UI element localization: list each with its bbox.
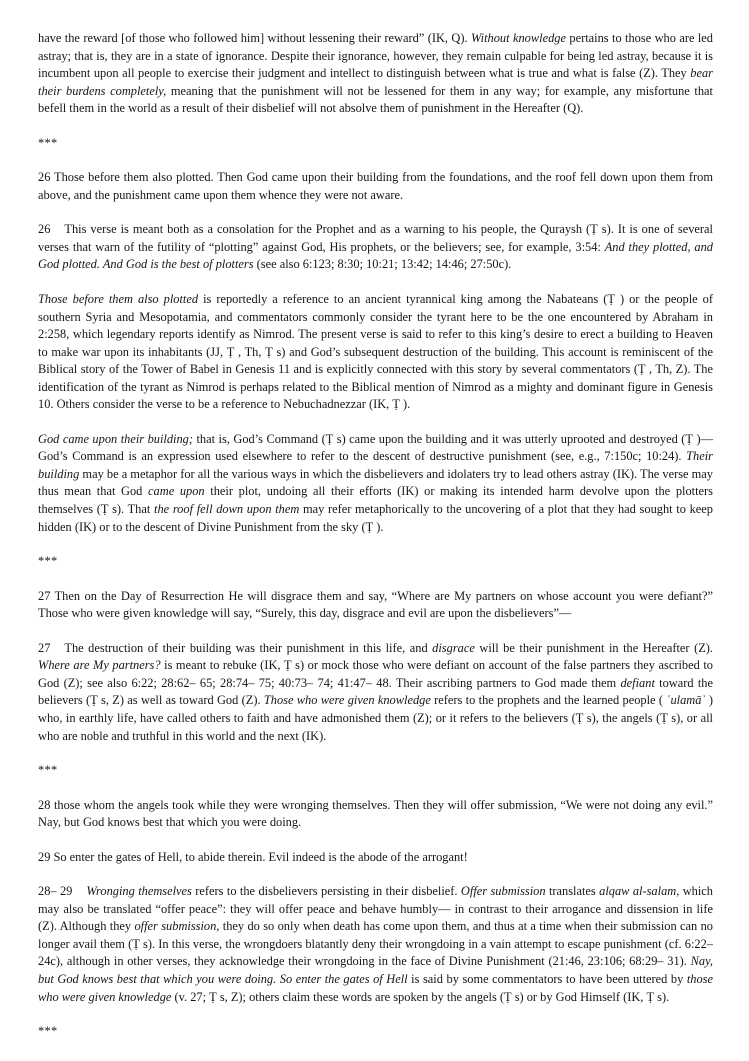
paragraph-gap	[38, 204, 713, 221]
commentary-verse-27	[38, 640, 713, 745]
body-text-run: which may also be translated “offer peace”: they will offer peace and behave humbly— in contrast to their arrogance and dissension in life (Z). Although they	[38, 884, 713, 934]
quran-quotation-italic: Offer submission	[460, 884, 546, 899]
commentary-verses-28-29	[38, 883, 713, 1006]
quran-quotation-italic: God came upon their building;	[38, 431, 194, 446]
quran-quotation-italic: those who were given knowledge	[38, 971, 713, 1004]
section-separator-1: ***	[38, 135, 58, 150]
commentary-verse-26-nimrod	[38, 291, 713, 414]
verse-28-text	[38, 797, 713, 832]
body-text-run: 29 So enter the gates of Hell, to abide therein. Evil indeed is the abode of the arrogant!	[38, 849, 468, 864]
verse-27-text	[38, 588, 713, 623]
body-text-run: refers to the disbelievers persisting in their disbelief.	[191, 884, 461, 899]
body-text-run: The destruction of their building was their punishment in this life, and	[64, 640, 433, 655]
body-text-run: 27 Then on the Day of Resurrection He will disgrace them and say, “Where are My partners on whose account you were defiant?” Those who were given knowledge will say, “Surely, this day, disgrace and evil are upon the disbelievers”—	[38, 588, 713, 621]
quran-quotation-italic: the roof fell down upon them	[154, 502, 300, 517]
verse-29-text	[38, 849, 713, 867]
quran-quotation-italic: alqaw al-salam,	[599, 884, 680, 899]
paragraph-gap	[38, 623, 713, 640]
body-text-run: their plot, undoing all their efforts (IK) or making its intended harm devolve upon the plotters themselves (Ṭ s). That	[38, 484, 714, 517]
section-separator-4: ***	[38, 1024, 58, 1039]
paragraph-gap	[38, 536, 713, 553]
body-text-run: that is, God’s Command (Ṭ s) came upon the building and it was utterly uprooted and destroyed (Ṭ )— God’s Command is an expression used elsewhere to refer to the descent of destructive punishment (see, e.g., 7:150c; 10:24).	[38, 431, 713, 464]
quran-quotation-italic: Where are My partners?	[38, 658, 161, 673]
body-text-run: 28 those whom the angels took while they were wronging themselves. Then they will offer submission, “We were not doing any evil.” Nay, but God knows best that which you were doing.	[38, 797, 713, 830]
commentary-verse-26-building	[38, 431, 713, 536]
section-separator-3: ***	[38, 763, 58, 778]
document-page	[38, 30, 713, 1041]
commentary-verse-marker: 28– 29	[38, 884, 73, 899]
commentary-verse-26-intro	[38, 221, 713, 274]
paragraph-gap	[38, 832, 713, 849]
quran-quotation-italic: disgrace	[432, 640, 475, 655]
quran-quotation-italic: defiant	[620, 675, 655, 690]
quran-quotation-italic: Nay, but God knows best that which you were doing. So enter the gates of Hell	[38, 954, 713, 986]
quran-quotation-italic: bear their burdens completely,	[38, 66, 713, 98]
quran-quotation-italic: offer submission,	[134, 919, 220, 934]
paragraph-gap	[38, 1006, 713, 1023]
body-text-run: translates	[545, 884, 600, 899]
body-text-run: is reportedly a reference to an ancient tyrannical king among the Nabateans (Ṭ ) or the people of southern Syria and Mesopotamia, and commentators commonly consider the tyrant here to be the one encountered by Abraham in 2:258, which legendary reports identify as Nimrod. The present verse is said to refer to this king’s desire to erect a building to Heaven to make war upon its inhabitants (JJ, Ṭ , Th, Ṭ s) and God’s subsequent destruction of the building. This account is reminiscent of the Biblical story of the Tower of Babel in Genesis 11 and is explicitly connected with this story by several commentators (Ṭ , Th, Z). The identification of the tyrant as Nimrod is perhaps related to the Biblical mention of Nimrod as a mighty and dominant figure in Genesis 10. Others consider the verse to be a reference to Nebuchadnezzar (IK, Ṭ ).	[38, 292, 713, 412]
paragraph-gap	[38, 866, 713, 883]
quran-quotation-italic: Wronging themselves	[86, 884, 192, 899]
body-text-run: have the reward [of those who followed him] without lessening their reward” (IK, Q).	[38, 31, 472, 45]
body-text-run: refers to the prophets and the learned people (	[430, 693, 667, 708]
body-text-run: toward the believers (Ṭ s, Z) as well as toward God (Z).	[38, 675, 713, 708]
body-text-run: This verse is meant both as a consolation for the Prophet and as a warning to his people, the Quraysh (Ṭ s). It is one of several verses that warn of the futility of “plotting” against God, His prophets, or the believers; see, for example, 3:54:	[38, 222, 713, 254]
body-text-run: is meant to rebuke (IK, Ṭ s) or mock those who were defiant on account of the false partners they ascribed to God (Z); see also 6:22; 28:62– 65; 28:74– 75; 40:73– 74; 41:47– 48. Their ascribing partners to God made them	[38, 658, 713, 690]
body-text-run: may be a metaphor for all the various ways in which the disbelievers and idolaters try to lead others astray (IK). The verse may thus mean that God	[38, 466, 713, 499]
body-text-run: is said by some commentators to have been uttered by	[407, 971, 687, 986]
paragraph-gap	[38, 414, 713, 431]
paragraph-gap	[38, 571, 713, 588]
paragraph-gap	[38, 780, 713, 797]
commentary-verse-marker: 27	[38, 640, 51, 655]
quran-quotation-italic: Those before them also plotted	[38, 292, 199, 307]
quran-quotation-italic: Without knowledge	[471, 31, 566, 45]
body-text-run: will be their punishment in the Hereafter (Z).	[474, 640, 713, 655]
body-text-run: (see also 6:123; 8:30; 10:21; 13:42; 14:46; 27:50c).	[253, 257, 512, 272]
paragraph-gap	[38, 274, 713, 291]
commentary-verse-marker: 26	[38, 222, 51, 237]
section-separator-2: ***	[38, 554, 58, 569]
body-text-run: 26 Those before them also plotted. Then God came upon their building from the foundations, and the roof fell down upon them from above, and the punishment came upon them whence they were not aware.	[38, 170, 713, 202]
body-text-run: they do so only when death has come upon them, and thus at a time when their submission can no longer avail them (Ṭ s). In this verse, the wrongdoers blatantly deny their wrongdoing in a vain attempt to escape punishment (cf. 6:22– 24c), although in other verses, they acknowledge their wrongdoing in the face of Divine Punishment (21:46, 23:106; 68:29– 31).	[38, 919, 713, 969]
body-text-run: pertains to those who are led astray; that is, they are in a state of ignorance. Despite their ignorance, however, they remain culpable for being led astray, because it is incumbent upon all people to exercise their judgment and intellect to distinguish between what is true and what is false (Z). They	[38, 31, 714, 81]
paragraph-gap	[38, 118, 713, 135]
body-text-run: may refer metaphorically to the uncovering of a plot that they had sought to keep hidden (IK) or to the descent of Divine Punishment from the sky (Ṭ ).	[38, 502, 713, 534]
paragraph-gap	[38, 152, 713, 169]
quran-quotation-italic: came upon	[148, 484, 205, 499]
paragraph-continuation-verse-25	[38, 30, 713, 118]
body-text-run: ) who, in earthly life, have called others to faith and have admonished them (Z); or it refers to the believers (Ṭ s), the angels (Ṭ s), or all who are noble and truthful in this world and the next (IK).	[38, 693, 713, 743]
body-text-run: meaning that the punishment will not be lessened for them in any way; for example, any misfortune that befell them in the world as a result of their disbelief will not absolve them of punishment in the Hereafter (Q).	[38, 83, 713, 116]
quran-quotation-italic: Those who were given knowledge	[263, 693, 431, 708]
paragraph-gap	[38, 745, 713, 762]
quran-quotation-italic: ʿulamāʾ	[666, 693, 706, 708]
quran-quotation-italic: Their building	[38, 449, 713, 481]
body-text-run: (v. 27; Ṭ s, Z); others claim these words are spoken by the angels (Ṭ s) or by God Himself (IK, Ṭ s).	[171, 989, 670, 1004]
quran-quotation-italic: And they plotted, and God plotted. And God is the best of plotters	[38, 239, 713, 272]
verse-26-text	[38, 169, 713, 204]
